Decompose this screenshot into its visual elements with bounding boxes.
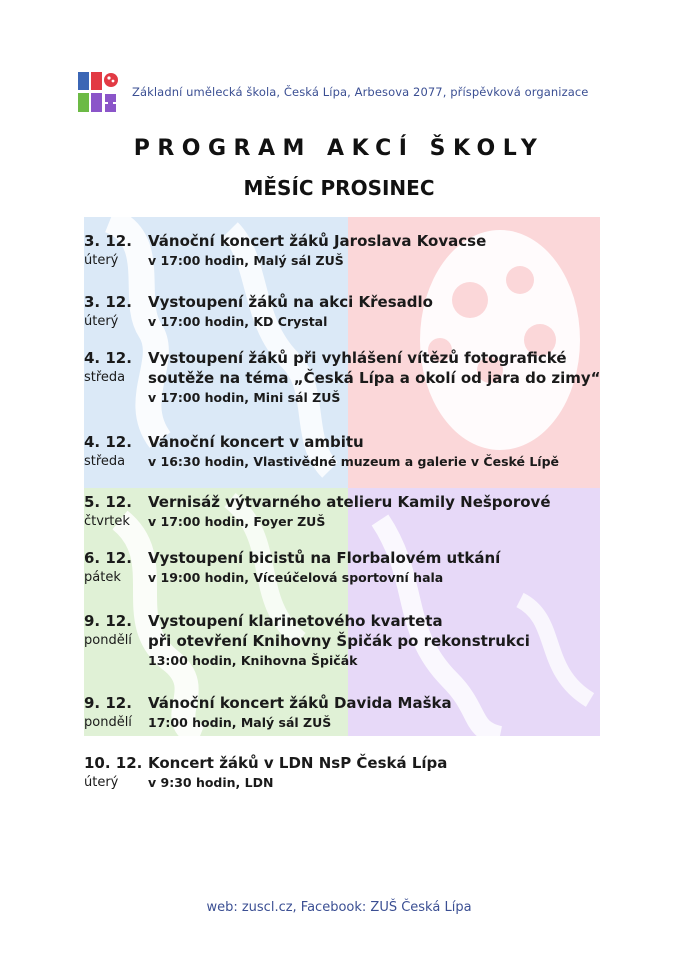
- event-item: [84, 231, 664, 292]
- event-title: Vánoční koncert v ambitu: [148, 433, 364, 451]
- school-name: Základní umělecká škola, Česká Lípa, Arbesova 2077, příspěvková organizace: [132, 85, 589, 99]
- event-title: Vystoupení žáků na akci Křesadlo: [148, 293, 433, 311]
- event-date: 6. 12.: [84, 549, 132, 567]
- event-title: Vystoupení bicistů na Florbalovém utkání: [148, 549, 501, 567]
- event-title: Vystoupení klarinetového kvarteta: [148, 612, 443, 630]
- event-title-line-2: při otevření Knihovny Špičák po rekonstrukci: [148, 632, 530, 650]
- event-day: čtvrtek: [84, 514, 130, 529]
- event-title-line-2: soutěže na téma „Česká Lípa a okolí od jara do zimy“: [148, 369, 601, 387]
- event-detail: 13:00 hodin, Knihovna Špičák: [148, 653, 358, 668]
- event-item: [84, 292, 664, 348]
- event-item: [84, 753, 664, 813]
- event-item: [84, 492, 664, 548]
- event-day: úterý: [84, 314, 119, 329]
- page-title: PROGRAM AKCÍ ŠKOLY: [133, 136, 545, 161]
- header: [78, 72, 588, 112]
- event-date: 10. 12.: [84, 754, 143, 772]
- page-subtitle: MĚSÍC PROSINEC: [243, 176, 435, 200]
- event-item: [84, 348, 664, 432]
- event-day: pondělí: [84, 633, 132, 648]
- event-title: Vernisáž výtvarného atelieru Kamily Nešporové: [148, 493, 551, 511]
- event-date: 5. 12.: [84, 493, 132, 511]
- event-title: Vystoupení žáků při vyhlášení vítězů fotografické: [148, 349, 567, 367]
- event-detail: v 17:00 hodin, KD Crystal: [148, 314, 328, 329]
- event-title: Vánoční koncert žáků Jaroslava Kovacse: [148, 232, 487, 250]
- event-day: pondělí: [84, 715, 132, 730]
- event-date: 4. 12.: [84, 349, 132, 367]
- event-item: [84, 548, 664, 611]
- event-day: středa: [84, 370, 126, 385]
- event-day: úterý: [84, 775, 119, 790]
- event-item: [84, 693, 664, 753]
- event-day: středa: [84, 454, 126, 469]
- event-date: 4. 12.: [84, 433, 132, 451]
- event-day: pátek: [84, 570, 121, 585]
- event-detail: v 16:30 hodin, Vlastivědné muzeum a galerie v České Lípě: [148, 454, 559, 469]
- event-day: úterý: [84, 253, 119, 268]
- event-list: [84, 231, 664, 813]
- event-item: [84, 611, 664, 693]
- event-detail: v 17:00 hodin, Mini sál ZUŠ: [148, 390, 341, 405]
- event-date: 3. 12.: [84, 232, 132, 250]
- event-date: 9. 12.: [84, 612, 132, 630]
- school-logo-icon: [78, 72, 118, 112]
- event-detail: 17:00 hodin, Malý sál ZUŠ: [148, 715, 332, 730]
- event-detail: v 17:00 hodin, Malý sál ZUŠ: [148, 253, 344, 268]
- event-detail: v 9:30 hodin, LDN: [148, 775, 274, 790]
- footer-contact: web: zuscl.cz, Facebook: ZUŠ Česká Lípa: [206, 900, 472, 915]
- event-date: 9. 12.: [84, 694, 132, 712]
- event-title: Vánoční koncert žáků Davida Maška: [148, 694, 452, 712]
- event-detail: v 19:00 hodin, Víceúčelová sportovní hala: [148, 570, 444, 585]
- event-detail: v 17:00 hodin, Foyer ZUŠ: [148, 514, 326, 529]
- event-item: [84, 432, 664, 492]
- event-title: Koncert žáků v LDN NsP Česká Lípa: [148, 754, 448, 772]
- event-date: 3. 12.: [84, 293, 132, 311]
